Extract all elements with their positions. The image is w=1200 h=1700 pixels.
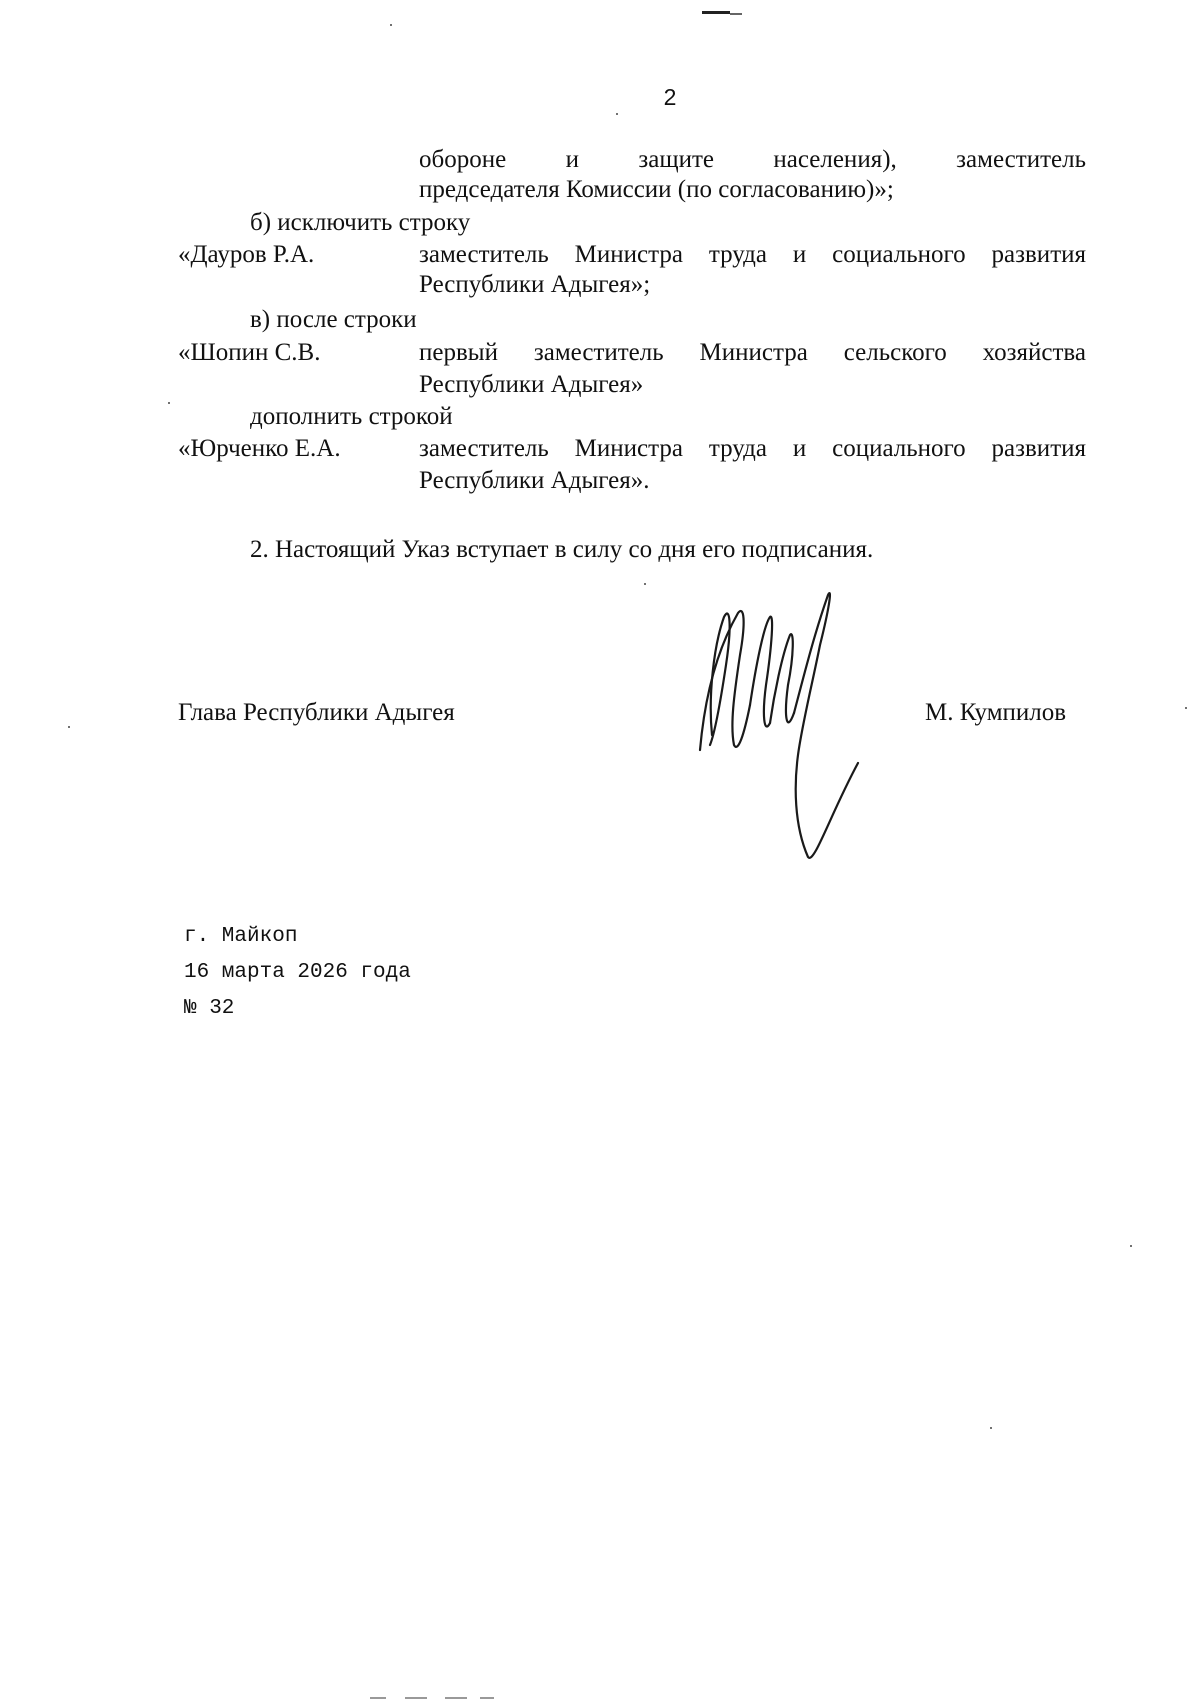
item-b-instruction: б) исключить строку [250,209,471,236]
footer-number: № 32 [184,997,235,1020]
word: защите [638,146,714,173]
scan-edge [445,1697,467,1699]
item-v-desc-line-1: первый заместитель Министра сельского хозяйства [419,339,1086,366]
continuation-line-1 [419,145,1086,175]
clause-2: 2. Настоящий Указ вступает в силу со дня его подписания. [250,536,874,563]
scan-edge [370,1697,386,1699]
item-b-name: «Дауров Р.А. [178,241,315,268]
scan-speck [168,402,170,404]
word: и [565,146,579,173]
item-v-desc-line-2: Республики Адыгея» [419,371,644,398]
word: обороне [419,146,507,173]
word: заместитель [956,146,1086,173]
continuation-line-2: председателя Комиссии (по согласованию)»; [419,176,894,203]
item-v-add-desc-line-1: заместитель Министра труда и социального развития [419,435,1086,462]
signatory-name: М. Кумпилов [925,699,1067,726]
item-v-add-name: «Юрченко Е.А. [178,435,341,462]
footer-city: г. Майкоп [184,925,298,948]
item-b-desc-line-2: Республики Адыгея»; [419,271,651,298]
scan-speck [616,113,618,115]
footer-date: 16 марта 2026 года [184,961,411,984]
scan-speck [1185,707,1187,709]
item-v-add-instruction: дополнить строкой [250,403,453,430]
item-b-desc-line-1: заместитель Министра труда и социального развития [419,241,1086,268]
scan-speck [990,1427,992,1429]
item-v-add-desc-line-2: Республики Адыгея». [419,467,650,494]
word: населения), [773,146,897,173]
page-number: 2 [663,84,677,110]
scan-mark [702,11,730,14]
scan-speck [68,726,70,728]
scan-edge [405,1697,427,1699]
scan-speck [644,583,646,585]
handwritten-signature [690,585,890,875]
scan-speck [1130,1245,1132,1247]
scan-edge [480,1697,494,1699]
item-v-instruction: в) после строки [250,306,417,333]
item-v-name: «Шопин С.В. [178,339,321,366]
signatory-title: Глава Республики Адыгея [178,699,455,726]
scan-speck [390,24,392,26]
scan-mark [730,13,742,15]
